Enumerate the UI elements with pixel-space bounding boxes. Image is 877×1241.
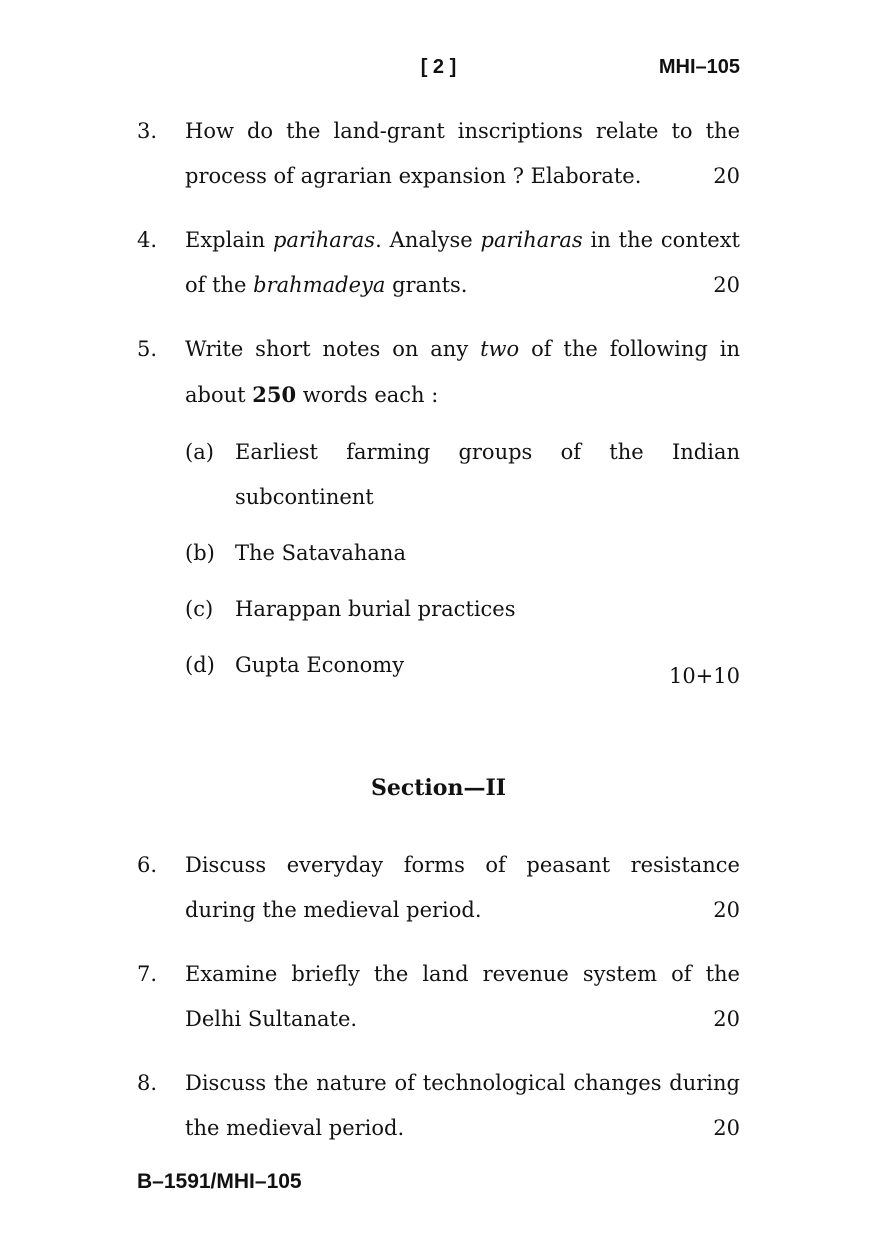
text-run: Explain — [185, 228, 273, 252]
question-item-8 — [137, 1061, 740, 1151]
text-run-italic: brahmadeya — [253, 273, 386, 297]
subparts-list — [185, 430, 740, 688]
paper-code: MHI–105 — [658, 56, 740, 78]
section-title: Section—II — [370, 775, 507, 801]
text-run: How do the land-grant inscriptions relate to the process of agrarian expansion ? Elaborate. — [185, 119, 740, 188]
question-marks: 20 — [713, 1007, 740, 1031]
subpart-text: Harappan burial practices — [235, 597, 516, 621]
question-body — [185, 952, 740, 1042]
text-run-italic: pariharas — [272, 228, 376, 252]
text-run: grants. — [385, 273, 468, 297]
question-text — [185, 109, 740, 199]
question-text: Examine briefly the land revenue system of the Delhi Sultanate. — [185, 962, 740, 1031]
subpart-text: The Satavahana — [235, 541, 406, 565]
question-item-5 — [137, 327, 740, 699]
question-marks: 20 — [713, 273, 740, 297]
question-number: 5. — [137, 337, 158, 361]
text-run: Write short notes on any — [185, 337, 481, 361]
question-number: 3. — [137, 119, 158, 143]
subpart-label: (a) — [185, 440, 214, 464]
text-run: . Analyse — [375, 228, 481, 252]
text-run-bold: 250 — [252, 382, 297, 407]
subpart-label: (d) — [185, 653, 215, 677]
question-marks: 20 — [713, 164, 740, 188]
page-number: [ 2 ] — [420, 56, 457, 78]
text-run: of the following in about — [185, 337, 740, 407]
subpart-item-d — [185, 643, 740, 688]
page-footer — [137, 1170, 740, 1194]
subpart-text: Earliest farming groups of the Indian subcontinent — [235, 440, 740, 509]
text-run-italic: pariharas — [480, 228, 583, 252]
question-marks: 10+10 — [668, 664, 740, 688]
question-number: 4. — [137, 228, 158, 252]
question-number: 6. — [137, 853, 158, 877]
page-header — [137, 56, 740, 79]
question-item-3 — [137, 109, 740, 199]
question-text: Discuss everyday forms of peasant resistance during the medieval period. — [185, 853, 740, 922]
subpart-item-b — [185, 531, 740, 576]
question-number: 8. — [137, 1071, 158, 1095]
subpart-label: (b) — [185, 541, 215, 565]
question-item-4 — [137, 218, 740, 308]
footer-code: B–1591/MHI–105 — [137, 1170, 302, 1193]
subpart-label: (c) — [185, 597, 214, 621]
text-run-italic: two — [480, 337, 520, 361]
subpart-item-a — [185, 430, 740, 520]
text-run: words each : — [296, 383, 439, 407]
question-text — [185, 218, 740, 308]
subpart-item-c — [185, 587, 740, 632]
question-body — [185, 1061, 740, 1151]
question-item-6 — [137, 843, 740, 933]
question-item-7 — [137, 952, 740, 1042]
text-run: in the context of the — [185, 228, 740, 297]
question-marks: 20 — [713, 1116, 740, 1140]
question-body — [185, 109, 740, 199]
question-body — [185, 327, 740, 699]
question-marks: 20 — [713, 898, 740, 922]
question-body — [185, 218, 740, 308]
question-body — [185, 843, 740, 933]
question-text: Discuss the nature of technological changes during the medieval period. — [185, 1071, 740, 1140]
question-number: 7. — [137, 962, 158, 986]
subpart-text: Gupta Economy — [235, 653, 405, 677]
